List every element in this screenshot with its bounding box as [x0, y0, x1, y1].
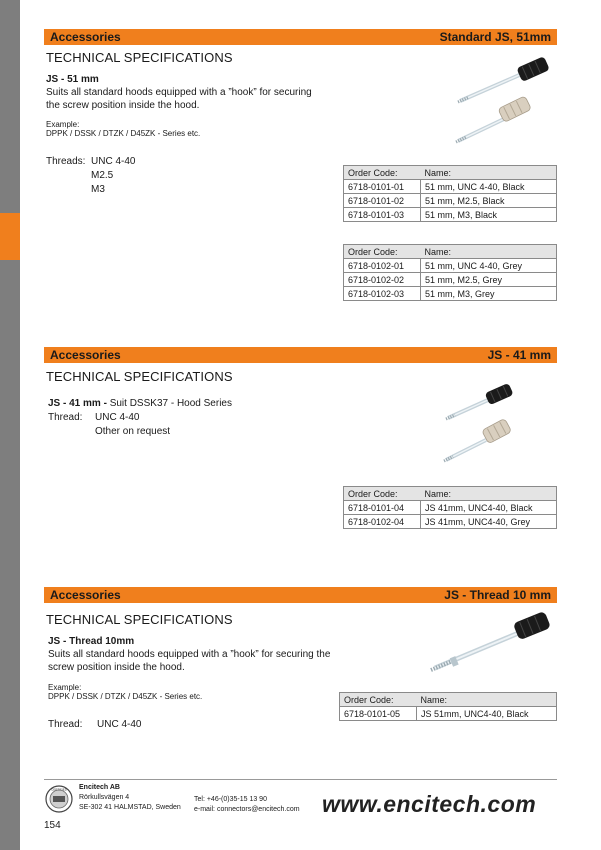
- thread-value: M3: [91, 184, 105, 195]
- example-label: Example:: [46, 120, 80, 129]
- header-name: Name:: [421, 245, 557, 259]
- table-header: [344, 245, 557, 259]
- company-address: [79, 783, 181, 813]
- section-header-js-thread-10mm: [44, 587, 557, 603]
- section-header-standard-js: [44, 29, 557, 45]
- order-code: 6718-0102-04: [344, 515, 421, 529]
- section-title: Standard JS, 51mm: [439, 30, 551, 44]
- footer-divider: [44, 779, 557, 780]
- grey-screw-illustration: [444, 418, 512, 461]
- order-code: 6718-0101-05: [340, 707, 417, 721]
- product-name-cell: 51 mm, UNC 4-40, Black: [421, 180, 557, 194]
- example-text: DPPK / DSSK / DTZK / D45ZK - Series etc.: [46, 129, 201, 138]
- product-suffix: Suit DSSK37 - Hood Series: [106, 398, 232, 409]
- description-line-2: the screw position inside the hood.: [46, 100, 200, 111]
- website-link[interactable]: www.encitech.com: [322, 791, 537, 817]
- product-name-cell: 51 mm, UNC 4-40, Grey: [421, 259, 557, 273]
- header-name: Name:: [421, 487, 557, 501]
- order-code: 6718-0102-01: [344, 259, 421, 273]
- order-table-41mm: [343, 486, 557, 529]
- table-row: [344, 273, 557, 287]
- example-text: DPPK / DSSK / DTZK / D45ZK - Series etc.: [48, 692, 203, 701]
- description-line-1: Suits all standard hoods equipped with a ”hook” for securing: [46, 87, 312, 98]
- order-code: 6718-0101-04: [344, 501, 421, 515]
- header-order-code: Order Code:: [340, 693, 417, 707]
- order-code: 6718-0101-01: [344, 180, 421, 194]
- thread-value: UNC 4-40: [91, 156, 136, 167]
- spec-heading: TECHNICAL SPECIFICATIONS: [46, 612, 233, 627]
- product-name-cell: 51 mm, M2.5, Grey: [421, 273, 557, 287]
- product-name: JS - Thread 10mm: [48, 636, 135, 647]
- product-line: [48, 397, 232, 410]
- logo-text: CERTIFIED: [51, 787, 67, 792]
- thread-label: Thread:: [48, 719, 83, 730]
- section-category: Accessories: [50, 588, 121, 602]
- thread-other: Other on request: [95, 426, 171, 437]
- product-name-cell: JS 41mm, UNC4-40, Grey: [421, 515, 557, 529]
- thread-value: M2.5: [91, 170, 114, 181]
- order-table-black: [343, 165, 557, 222]
- header-order-code: Order Code:: [344, 166, 421, 180]
- company-name: Encitech AB: [79, 784, 120, 791]
- product-name-cell: 51 mm, M2.5, Black: [421, 194, 557, 208]
- thread-value: UNC 4-40: [95, 412, 140, 423]
- table-header: [344, 166, 557, 180]
- certification-logo: [45, 785, 73, 813]
- contact-info: [194, 795, 300, 815]
- table-row: [344, 259, 557, 273]
- black-screw-illustration: [431, 611, 551, 670]
- city-address: SE-302 41 HALMSTAD, Sweden: [79, 804, 181, 811]
- table-row: [344, 287, 557, 301]
- product-name-cell: 51 mm, M3, Grey: [421, 287, 557, 301]
- table-row: [344, 180, 557, 194]
- section-header-js-41mm: [44, 347, 557, 363]
- side-strip: [0, 0, 20, 850]
- table-row: [340, 707, 557, 721]
- threads-label: Threads:: [46, 156, 86, 167]
- page-number: 154: [44, 820, 61, 831]
- description-line-2: screw position inside the hood.: [48, 662, 185, 673]
- spec-heading: TECHNICAL SPECIFICATIONS: [46, 50, 233, 65]
- order-code: 6718-0101-02: [344, 194, 421, 208]
- grey-screw-illustration: [456, 96, 531, 142]
- order-table-thread-10mm: [339, 692, 557, 721]
- section-category: Accessories: [50, 348, 121, 362]
- table-row: [344, 515, 557, 529]
- order-code: 6718-0101-03: [344, 208, 421, 222]
- telephone: Tel: +46-(0)35-15 13 90: [194, 796, 267, 803]
- thread-label: Thread:: [48, 412, 83, 423]
- header-order-code: Order Code:: [344, 487, 421, 501]
- product-name-cell: JS 41mm, UNC4-40, Black: [421, 501, 557, 515]
- product-name: JS - 41 mm -: [48, 398, 107, 409]
- jack-screw-thread-10mm-image: [425, 608, 555, 678]
- table-header: [344, 487, 557, 501]
- spec-heading: TECHNICAL SPECIFICATIONS: [46, 369, 233, 384]
- table-header: [340, 693, 557, 707]
- jack-screw-51mm-image: [452, 55, 557, 145]
- order-code: 6718-0102-02: [344, 273, 421, 287]
- header-order-code: Order Code:: [344, 245, 421, 259]
- thread-value: UNC 4-40: [97, 719, 142, 730]
- section-title: JS - 41 mm: [487, 348, 551, 362]
- section-category: Accessories: [50, 30, 121, 44]
- header-name: Name:: [417, 693, 557, 707]
- header-name: Name:: [421, 166, 557, 180]
- jack-screw-41mm-image: [440, 370, 530, 465]
- table-row: [344, 194, 557, 208]
- example-label: Example:: [48, 683, 82, 692]
- table-row: [344, 501, 557, 515]
- side-tab-marker: [0, 213, 20, 260]
- street-address: Rörkullsvägen 4: [79, 794, 130, 801]
- order-table-grey: [343, 244, 557, 301]
- product-name-cell: JS 51mm, UNC4-40, Black: [417, 707, 557, 721]
- description-line-1: Suits all standard hoods equipped with a ”hook” for securing the: [48, 649, 331, 660]
- product-name-cell: 51 mm, M3, Black: [421, 208, 557, 222]
- email: e-mail: connectors@encitech.com: [194, 806, 300, 813]
- order-code: 6718-0102-03: [344, 287, 421, 301]
- black-screw-illustration: [446, 383, 514, 419]
- table-row: [344, 208, 557, 222]
- section-title: JS - Thread 10 mm: [444, 588, 551, 602]
- product-name: JS - 51 mm: [46, 74, 99, 85]
- black-screw-illustration: [458, 56, 550, 102]
